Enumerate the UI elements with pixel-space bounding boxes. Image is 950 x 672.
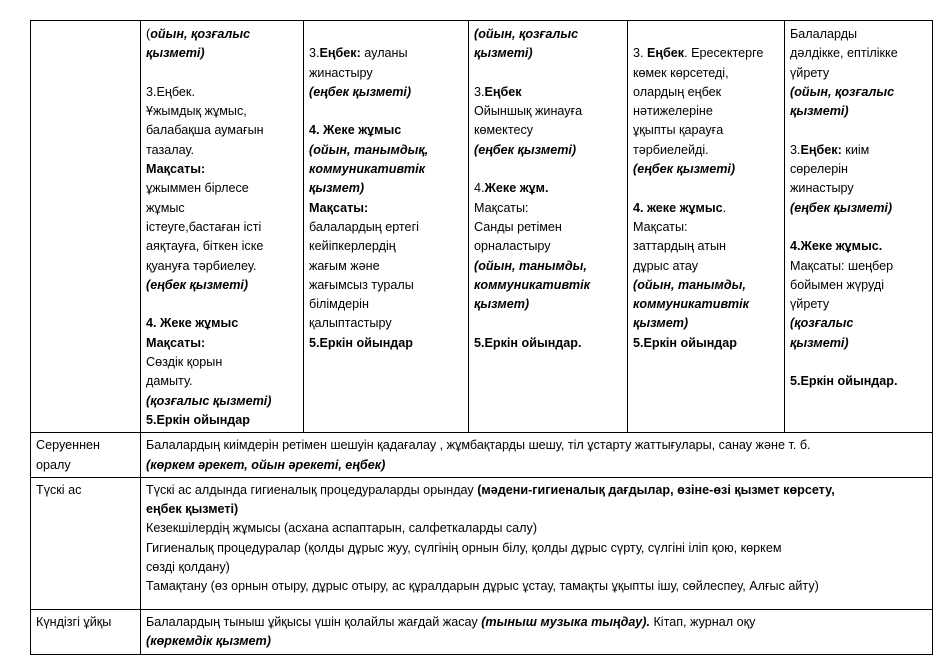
text-line [474,218,622,237]
text-segment: Балалардың киімдерін ретімен шешуін қадағалау , жұмбақтарды шешу, тіл ұстарту жаттығулары, санау және т. б. [146,438,811,453]
text-line [474,179,622,198]
text-line [633,199,779,218]
text-segment: (тыныш музыка тыңдау). [481,614,650,629]
text-line [146,456,927,475]
text-segment: ұқыпты қарауға [633,123,724,138]
text-segment: 3.Еңбек. [146,84,195,99]
text-segment: бойымен жүруді [790,277,885,292]
text-segment: (еңбек қызметі) [474,142,577,157]
text-line [309,295,463,314]
text-line [309,334,463,353]
text-line [474,334,622,353]
text-line [146,102,298,121]
activity-cell-4 [628,21,785,433]
row-label-line: Серуеннен [36,438,100,453]
text-line [790,102,927,121]
text-line [790,121,927,140]
text-line [790,237,927,256]
text-segment: заттардың атын [633,239,726,254]
text-line [633,64,779,83]
text-line [633,334,779,353]
text-segment: Еңбек [484,84,522,99]
text-segment: Ұжымдық жұмыс, [146,104,247,119]
text-line [309,25,463,44]
text-segment: 5.Еркін ойындар [633,335,737,350]
text-segment: дамыту. [146,374,193,389]
row-label-nap [31,609,141,654]
text-segment: Балаларды [790,27,858,41]
text-segment: жағымсыз туралы [309,277,414,292]
text-line [309,121,463,140]
text-segment: Еңбек: [800,142,842,157]
text-segment: 5.Еркін ойындар [146,412,250,427]
text-segment: ( [146,27,151,41]
text-segment: істеуге,бастаған істі [146,219,262,234]
text-line [633,179,779,198]
text-line [474,276,622,295]
table-row [31,433,933,478]
text-line [633,160,779,179]
text-line [790,64,927,83]
text-line [474,314,622,333]
text-line [146,257,298,276]
text-line [474,64,622,83]
schedule-table [30,20,933,655]
text-segment: (ойын, қозғалыс [790,84,895,99]
text-segment: сөзді қолдану) [146,560,230,575]
text-line [146,121,298,140]
text-line [474,44,622,63]
text-segment: көмектесу [474,123,534,138]
text-segment: 3. [474,84,485,99]
text-segment: Мақсаты: [633,219,688,234]
text-segment: ауланы [360,46,408,61]
text-segment: 4. [474,181,485,196]
text-segment: қызмет) [309,181,365,196]
text-line [474,160,622,179]
text-line [146,44,298,63]
text-segment: ұжыммен бірлесе [146,181,249,196]
text-line [633,83,779,102]
text-segment: Кітап, журнал оқу [649,614,756,629]
text-segment: жинастыру [309,65,373,80]
text-line [474,199,622,218]
text-segment: 5.Еркін ойындар. [474,335,582,350]
text-line [309,199,463,218]
text-segment: тәрбиелейді. [633,142,709,157]
text-segment: нәтижелеріне [633,104,713,119]
text-line [474,295,622,314]
text-line [146,632,927,651]
text-line [146,500,927,519]
text-line [790,257,927,276]
text-segment: (ойын, танымдық, [309,142,429,157]
text-segment: балабақша аумағын [146,123,264,138]
text-segment: (қозғалыс қызметі) [146,393,272,408]
text-line [790,314,927,333]
text-line [474,121,622,140]
text-segment: Балалардың тыныш ұйқысы үшін қолайлы жағдай жасау [146,614,482,629]
text-line [633,218,779,237]
text-line [146,237,298,256]
row-label-cell [31,21,141,433]
text-line [146,411,298,430]
text-segment: үйрету [790,297,830,312]
text-line [474,257,622,276]
text-line [790,353,927,372]
text-line [633,237,779,256]
text-segment: 5.Еркін ойындар [309,335,413,350]
text-segment: 4. жеке жұмыс [633,200,723,215]
text-line [146,64,298,83]
text-line [146,481,927,500]
table-row [31,477,933,609]
text-line [474,83,622,102]
text-segment: дәлдікке, ептілікке [790,46,898,61]
text-segment: білімдерін [309,297,369,312]
text-line [146,83,298,102]
text-segment: (еңбек қызметі) [146,277,249,292]
text-segment: Гигиеналық процедуралар (қолды дұрыс жуу, сүлгінің орнын білу, қолды дұрыс сүрту, сүлгіні іліп қою, көркем [146,540,782,555]
text-segment: (көркемдік қызмет) [146,634,271,649]
text-line [146,276,298,295]
text-line [309,237,463,256]
text-line [790,372,927,391]
text-line [146,199,298,218]
text-segment: Кезекшілердің жұмысы (асхана аспаптарын, салфеткаларды салу) [146,521,538,536]
text-segment: Тамақтану (өз орнын отыру, дұрыс отыру, ас құралдарын дұрыс ұстау, тамақты ұқыпты ішу, сөйлеспеу, Алғыс айту) [146,579,819,594]
text-segment: (еңбек қызметі) [633,162,736,177]
text-segment: коммуникативтік [474,277,590,292]
text-segment: коммуникативтік [633,297,749,312]
lunch-content [141,477,933,609]
text-segment: Еңбек [647,46,685,61]
text-segment: Сөздік қорын [146,355,223,370]
text-segment: қалыптастыру [309,316,392,331]
row-label-line: оралу [36,457,71,472]
text-line [309,44,463,63]
text-segment: жағым және [309,258,380,273]
text-segment: . [722,200,727,215]
text-line [790,44,927,63]
text-line [790,160,927,179]
text-line [146,392,298,411]
text-segment: (мәдени-гигиеналық дағдылар, өзіне-өзі қызмет көрсету, [477,482,835,497]
text-segment: қызмет) [474,297,530,312]
text-segment: 3. [790,142,801,157]
text-line [790,334,927,353]
text-line [790,218,927,237]
text-segment: кейіпкерлердің [309,239,396,254]
text-line [790,83,927,102]
text-line [633,141,779,160]
text-line [309,102,463,121]
text-segment: үйрету [790,65,830,80]
text-segment: тазалау. [146,142,195,157]
text-segment: олардың еңбек [633,84,722,99]
text-line [633,314,779,333]
row-label-line: Түскі ас [36,482,82,497]
text-line [309,179,463,198]
text-segment: жұмыс [146,200,185,215]
text-line [309,314,463,333]
activity-cell-1 [141,21,304,433]
text-segment: аяқтауға, біткен іске [146,239,264,254]
text-segment: балалардың ертегі [309,219,419,234]
text-line [146,577,927,596]
text-line [633,276,779,295]
text-line [633,44,779,63]
text-line [309,276,463,295]
text-line [146,519,927,538]
text-line [633,257,779,276]
text-segment: орналастыру [474,239,551,254]
text-segment: қызметі) [474,46,533,61]
text-segment: Жеке жұм. [484,181,549,196]
text-line [309,160,463,179]
text-line [790,199,927,218]
text-segment: 5.Еркін ойындар. [790,374,898,389]
row-label-lunch [31,477,141,609]
text-segment: 4. Жеке жұмыс [309,123,402,138]
text-segment: коммуникативтік [309,162,425,177]
text-segment: (қозғалыс [790,316,854,331]
text-line [146,539,927,558]
text-segment: (ойын, танымды, [474,258,587,273]
text-line [309,257,463,276]
return-from-walk-content [141,433,933,478]
text-line [146,372,298,391]
activity-cell-2 [304,21,469,433]
text-segment: Түскі ас алдында гигиеналық процедураларды орындау [146,482,478,497]
text-segment: Ойыншық жинауға [474,104,583,119]
text-line [146,218,298,237]
text-line [146,25,298,44]
text-line [309,141,463,160]
text-line [309,83,463,102]
table-row [31,609,933,654]
text-line [633,121,779,140]
text-segment: жинастыру [790,181,854,196]
text-segment: қызметі) [790,104,849,119]
text-segment: . Ересектерге [684,46,764,61]
text-segment: Еңбек: [319,46,361,61]
text-segment: еңбек қызметі) [146,502,239,517]
text-segment: көмек көрсетеді, [633,65,729,80]
text-segment: 4. Жеке жұмыс [146,316,239,331]
text-segment: қызмет) [633,316,689,331]
text-segment: Мақсаты: [474,200,529,215]
text-line [633,25,779,44]
text-segment: (еңбек қызметі) [790,200,893,215]
text-segment: Мақсаты: [146,162,206,177]
text-line [146,353,298,372]
text-segment: киім [841,142,870,157]
text-segment: Санды ретімен [474,219,562,234]
table-row [31,21,933,433]
text-segment: дұрыс атау [633,258,699,273]
text-segment: 4.Жеке жұмыс. [790,239,883,254]
text-segment: 3. [633,46,648,61]
text-line [146,179,298,198]
text-line [146,160,298,179]
text-line [633,295,779,314]
text-line [474,25,622,44]
text-line [474,102,622,121]
text-line [146,613,927,632]
nap-content [141,609,933,654]
text-segment: қызметі) [146,46,205,61]
text-line [474,237,622,256]
text-segment: сөрелерін [790,162,848,177]
text-segment: қызметі) [790,335,849,350]
text-segment: Мақсаты: [146,335,206,350]
text-segment: (ойын, танымды, [633,277,746,292]
text-line [146,334,298,353]
text-segment: (еңбек қызметі) [309,84,412,99]
activity-cell-3 [469,21,628,433]
text-line [146,436,927,455]
text-line [633,102,779,121]
text-line [146,558,927,577]
text-line [790,141,927,160]
text-line [790,25,927,44]
text-line [790,295,927,314]
text-segment: (ойын, қозғалыс [474,27,579,41]
text-line [146,314,298,333]
text-line [146,141,298,160]
text-segment: 3. [309,46,320,61]
activity-cell-5 [785,21,933,433]
text-line [309,64,463,83]
row-label-return-from-walk [31,433,141,478]
text-line [790,276,927,295]
text-line [146,295,298,314]
text-segment: Мақсаты: шеңбер [790,258,894,273]
text-line [474,141,622,160]
text-segment: қуануға тәрбиелеу. [146,258,257,273]
text-segment: Мақсаты: [309,200,369,215]
text-segment: ойын, қозғалыс [150,27,251,41]
row-label-line: Күндізгі ұйқы [36,614,112,629]
text-line [790,179,927,198]
text-line [309,218,463,237]
text-segment: (көркем әрекет, ойын әрекеті, еңбек) [146,457,386,472]
